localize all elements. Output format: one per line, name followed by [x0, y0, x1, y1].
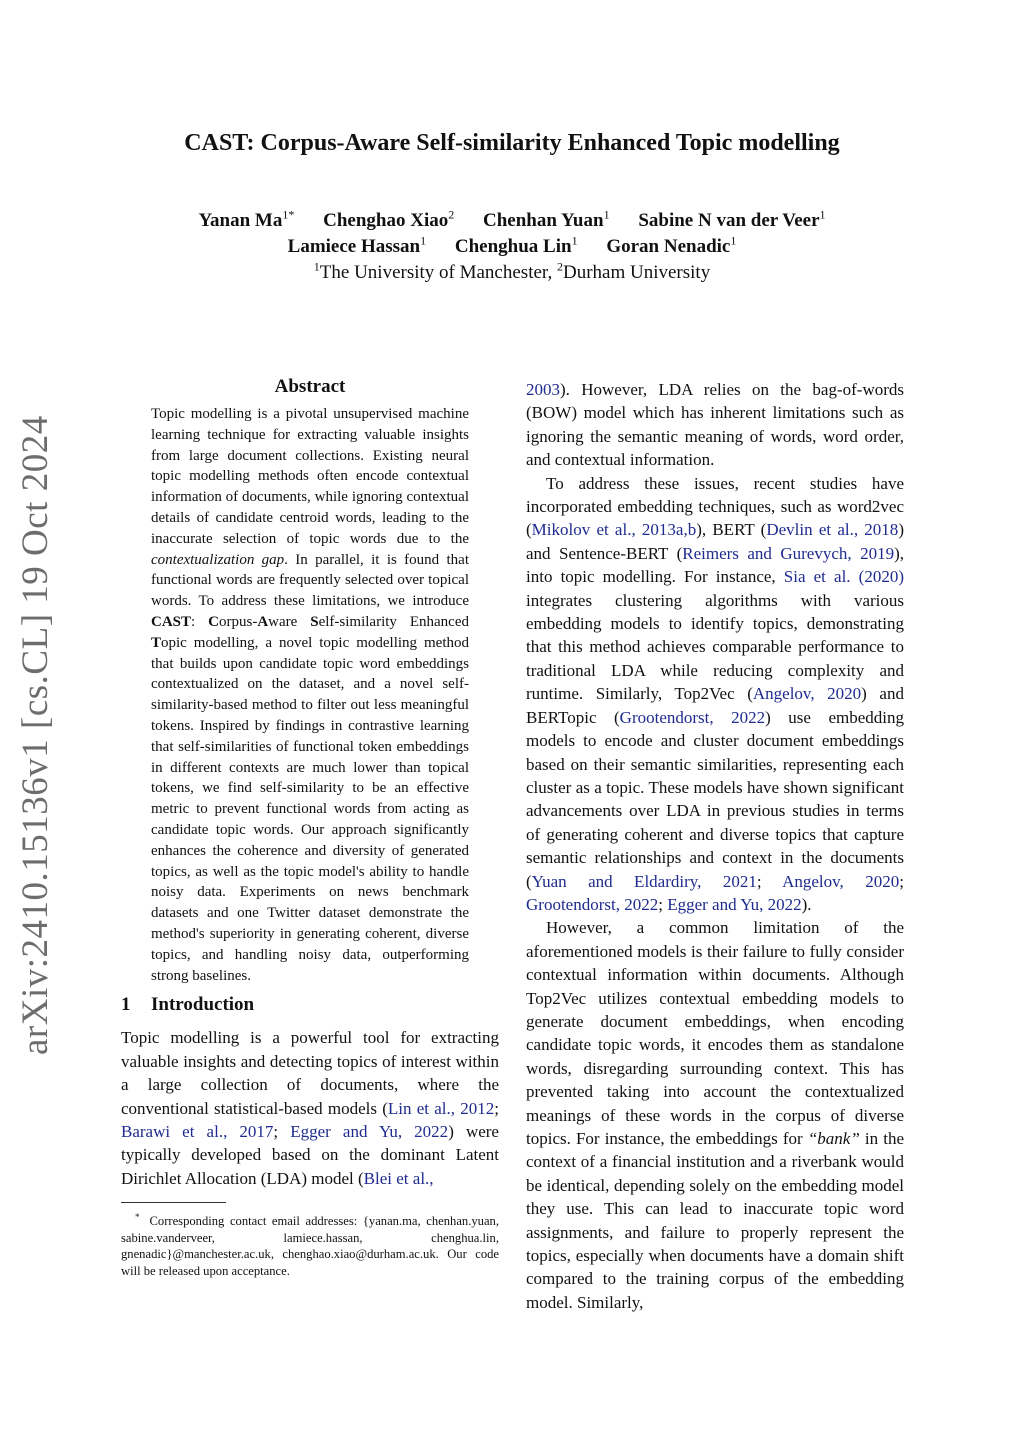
citation-link[interactable]: Reimers and Gurevych, 2019: [682, 543, 895, 563]
author-block: [0, 208, 1024, 286]
author-name: Chenghao Xiao: [323, 210, 449, 231]
citation-link[interactable]: 2003: [526, 380, 560, 399]
abstract-heading: Abstract: [274, 376, 346, 397]
left-column: [121, 376, 499, 1279]
author-affil-mark: 1: [819, 207, 826, 222]
author-name: Chenghua Lin: [454, 236, 572, 257]
author-name: Chenhan Yuan: [482, 210, 604, 231]
right-column: [526, 378, 904, 1314]
author-name: Goran Nenadic: [606, 236, 731, 257]
abstract-body: Topic modelling is a pivotal unsupervised machine learning technique for extracting valuable insights from large document collections. Existing neural topic modelling methods often encode contextual information of documents, while ignoring contextual details of candidate centroid words, leading to the inaccurate selection of topic words due to the contextualization gap. In parallel, it is found that functional words are frequently selected over topical words. To address these limitations, we introduce CAST: Corpus-Aware Self-similarity Enhanced Topic modelling, a novel topic modelling method that builds upon candidate topic word embeddings contextualized on the dataset, and a novel self-similarity-based method to filter out less meaningful tokens. Inspired by findings in contrastive learning that self-similarities of functional token embeddings in different contexts are much lower than topical tokens, we find self-similarity to be an effective metric to prevent functional words from acting as candidate topic words. Our approach significantly enhances the coherence and diversity of generated topics, as well as the topic model's ability to handle noisy data. Experiments on news benchmark datasets and one Twitter dataset demonstrate the method's superiority in generating coherent, diverse topics, and handling noisy data, outperforming strong baselines.: [151, 406, 469, 984]
citation-link[interactable]: Sia et al. (2020): [783, 567, 904, 587]
author-affil-mark: 1: [420, 233, 427, 248]
citation-link[interactable]: Mikolov et al., 2013a,b: [531, 520, 697, 540]
citation-link[interactable]: Barawi et al., 2017: [121, 1121, 274, 1141]
intro-paragraph-2: To address these issues, recent studies have incorporated embedding techniques, such as word2vec (Mikolov et al., 2013a,b), BERT (Devlin et al., 2018) and Sentence-BERT (Reimers and Gurevych, 2019), into topic modelling. For instance, Sia et al. (2020) integrates clustering algorithms with various embedding models to identify topics, demonstrating that this method achieves comparable performance to traditional LDA while reducing complexity and runtime. Similarly, Top2Vec (Angelov, 2020) and BERTopic (Grootendorst, 2022) use embedding models to encode and cluster document embeddings based on their semantic similarities, representing each cluster as a topic. These models have shown significant advancements over LDA in previous studies in terms of generating coherent and diverse topics that capture semantic relationships and context in the documents (Yuan and Eldardiry, 2021; Angelov, 2020; Grootendorst, 2022; Egger and Yu, 2022).: [526, 473, 904, 914]
footnote-text: Corresponding contact email addresses: {yanan.ma, chenhan.yuan, sabine.vanderveer, lamiece.hassan, chenghua.lin, gnenadic}@manchester.ac.uk, chenghao.xiao@durham.ac.uk. Our code will be released upon acceptance.: [121, 1214, 499, 1278]
paper-title: CAST: Corpus-Aware Self-similarity Enhanced Topic modelling: [184, 130, 840, 156]
intro-paragraph-1: Topic modelling is a powerful tool for extracting valuable insights and detecting topics of interest within a large collection of documents, where the conventional statistical-based models (Lin et al., 2012; Barawi et al., 2017; Egger and Yu, 2022) were typically developed based on the dominant Latent Dirichlet Allocation (LDA) model (Blei et al.,: [121, 1028, 499, 1188]
author-affil-mark: 1*: [282, 207, 295, 222]
affiliation-manchester: The University of Manchester,: [319, 262, 557, 283]
footnote: [121, 1209, 499, 1279]
citation-link[interactable]: Angelov, 2020: [752, 684, 862, 704]
author-affil-mark: 1: [571, 233, 578, 248]
arxiv-identifier-stamp: arXiv:2410.15136v1 [cs.CL] 19 Oct 2024: [15, 415, 56, 1055]
author-affil-mark: 1: [730, 233, 737, 248]
footnote-rule: [121, 1202, 226, 1203]
citation-link[interactable]: Devlin et al., 2018: [766, 520, 899, 540]
author-row-2: [0, 234, 1024, 260]
affil-mark: 1: [313, 259, 320, 274]
affil-mark: 2: [556, 259, 563, 274]
citation-link[interactable]: Grootendorst, 2022: [619, 707, 766, 727]
author-name: Yanan Ma: [198, 210, 283, 231]
section-heading-introduction: [121, 994, 499, 1016]
citation-link[interactable]: Blei et al.,: [363, 1168, 434, 1188]
section-number: 1: [121, 994, 131, 1016]
author-name: Lamiece Hassan: [287, 236, 421, 257]
citation-link[interactable]: Egger and Yu, 2022: [667, 894, 802, 914]
affiliation-durham: Durham University: [562, 262, 711, 283]
footnote-mark: *: [135, 1212, 140, 1223]
author-affil-mark: 1: [603, 207, 610, 222]
author-row-1: [0, 208, 1024, 234]
affiliations: [0, 260, 1024, 286]
citation-link[interactable]: Yuan and Eldardiry, 2021: [531, 871, 757, 891]
citation-link[interactable]: Grootendorst, 2022: [526, 894, 659, 914]
citation-link[interactable]: Egger and Yu, 2022: [290, 1121, 449, 1141]
citation-link[interactable]: Angelov, 2020: [782, 871, 900, 891]
intro-paragraph-3: However, a common limitation of the aforementioned models is their failure to fully consider contextual information within documents. Although Top2Vec utilizes contextual embedding models to generate document embeddings, when encoding candidate topic words, it encodes them as standalone words, disregarding surrounding context. This has prevented taking into account the contextualized meanings of these words in the corpus of diverse topics. For instance, the embeddings for “bank” in the context of a financial institution and a riverbank would be identical, depending solely on the embedding model they use. This can lead to inaccurate topic word assignments, and failure to properly represent the topics, especially when documents have a domain shift compared to the training corpus of the embedding model. Similarly,: [526, 918, 904, 1312]
author-affil-mark: 2: [448, 207, 455, 222]
intro-paragraph-1-continued: 2003). However, LDA relies on the bag-of-words (BOW) model which has inherent limitations such as ignoring the semantic meaning of words, word order, and contextual information.: [526, 380, 904, 470]
citation-link[interactable]: Lin et al., 2012: [387, 1098, 495, 1118]
section-title: Introduction: [151, 994, 255, 1016]
author-name: Sabine N van der Veer: [638, 210, 820, 231]
